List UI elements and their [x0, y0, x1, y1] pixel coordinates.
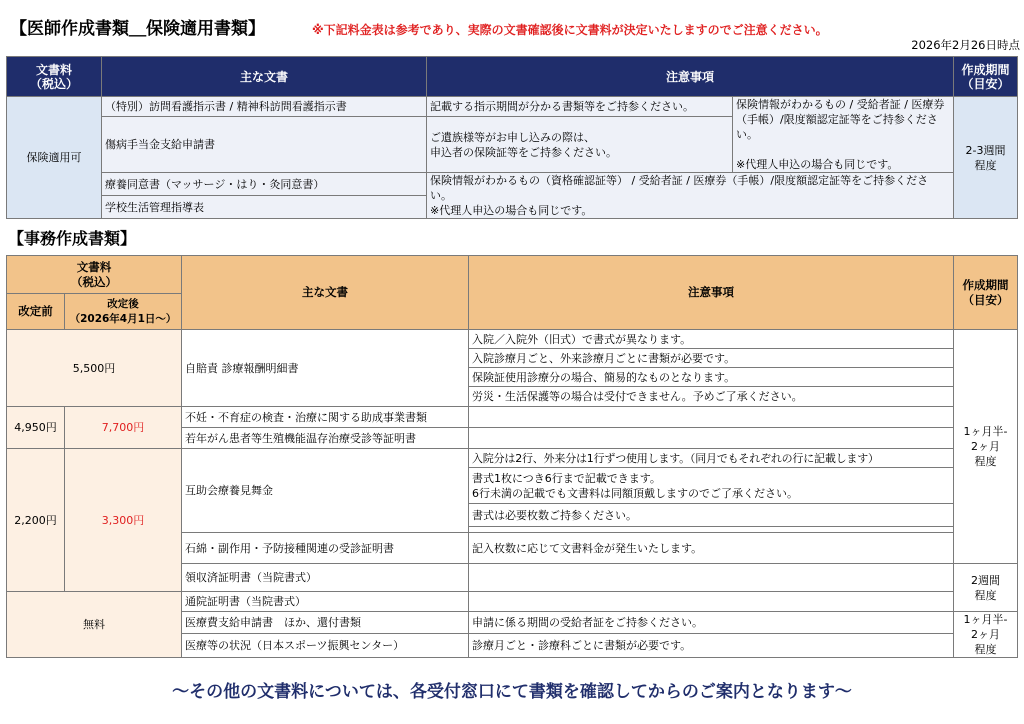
footer-note: ～その他の文書料については、各受付窓口にて書類を確認してからのご案内となります～ — [172, 682, 852, 702]
document-name: 領収済証明書（当院書式） — [182, 564, 469, 592]
document-header: 主な文書 — [102, 57, 427, 97]
document-name: 不妊・不育症の検査・治療に関する助成事業書類 — [182, 407, 469, 428]
document-name: 石綿・副作用・予防接種関連の受診証明書 — [182, 533, 469, 564]
insurance-period: 2-3週間 程度 — [954, 97, 1018, 219]
note-text: 書式1枚につき6行まで記載できます。 6行未満の記載でも文書料は同額頂戴しますのでご了承ください。 — [469, 468, 954, 504]
note-text: 保険証使用診療分の場合、簡易的なものとなります。 — [469, 368, 954, 387]
note-text: 診療月ごと・診療科ごとに書類が必要です。 — [469, 633, 954, 657]
document-name: 療養同意書（マッサージ・はり・灸同意書） — [102, 173, 427, 196]
document-name: 傷病手当金支給申請書 — [102, 117, 427, 173]
period-header: 作成期間 （目安） — [954, 256, 1018, 330]
note-text — [469, 592, 954, 612]
document-name: 学校生活管理指導表 — [102, 196, 427, 219]
document-name: 医療等の状況（日本スポーツ振興センター） — [182, 633, 469, 657]
period-header: 作成期間 （目安） — [954, 57, 1018, 97]
notes-header: 注意事項 — [469, 256, 954, 330]
period-cell: 2週間 程度 — [954, 564, 1018, 612]
fee-cell: 無料 — [7, 592, 182, 658]
fee-after: 3,300円 — [65, 449, 182, 592]
notes-header: 注意事項 — [427, 57, 954, 97]
document-name: 互助会療養見舞金 — [182, 449, 469, 533]
bottom-note: 保険情報がわかるもの（資格確認証等） / 受給者証 / 医療券（手帳）/限度額認定証等をご持参ください。 ※代理人申込の場合も同じです。 — [427, 173, 954, 219]
insurance-docs-table — [6, 56, 1018, 219]
document-name: 通院証明書（当院書式） — [182, 592, 469, 612]
note-text: 入院分は2行、外来分は1行ずつ使用します。（同月でもそれぞれの行に記載します） — [469, 449, 954, 468]
office-docs-table — [6, 255, 1018, 658]
insurance-fee-label: 保険適用可 — [7, 97, 102, 219]
document-name: （特別）訪問看護指示書 / 精神科訪問看護指示書 — [102, 97, 427, 117]
fee-header: 文書料 （税込） — [7, 256, 182, 294]
note-text: ご遺族様等がお申し込みの際は、 申込者の保険証等をご持参ください。 — [427, 117, 733, 173]
fee-before: 2,200円 — [7, 449, 65, 592]
side-note: 保険情報がわかるもの / 受給者証 / 医療券（手帳）/限度額認定証等をご持参ください。 ※代理人申込の場合も同じです。 — [733, 97, 954, 173]
note-text: 書式は必要枚数ご持参ください。 — [469, 504, 954, 527]
note-text — [469, 428, 954, 449]
note-text — [469, 407, 954, 428]
note-text — [469, 564, 954, 592]
fee-after: 7,700円 — [65, 407, 182, 449]
fee-cell: 5,500円 — [7, 330, 182, 407]
note-text: 申請に係る期間の受給者証をご持参ください。 — [469, 612, 954, 634]
document-header: 主な文書 — [182, 256, 469, 330]
note-text: 記載する指示期間が分かる書類等をご持参ください。 — [427, 97, 733, 117]
note-text: 入院／入院外（旧式）で書式が異なります。 — [469, 330, 954, 349]
before-revision-header: 改定前 — [7, 294, 65, 330]
as-of-date: 2026年2月26日時点 — [911, 38, 1020, 52]
section2-title: 【事務作成書類】 — [8, 229, 137, 248]
note-text: 入院診療月ごと、外来診療月ごとに書類が必要です。 — [469, 349, 954, 368]
document-name: 自賠責 診療報酬明細書 — [182, 330, 469, 407]
after-revision-header: 改定後 （2026年4月1日～） — [65, 294, 182, 330]
fee-before: 4,950円 — [7, 407, 65, 449]
period-cell: 1ヶ月半- 2ヶ月 程度 — [954, 612, 1018, 658]
section1-title: 【医師作成書類＿保険適用書類】 — [10, 19, 265, 39]
period-cell: 1ヶ月半- 2ヶ月 程度 — [954, 330, 1018, 564]
document-name: 若年がん患者等生殖機能温存治療受診等証明書 — [182, 428, 469, 449]
fee-header: 文書料 （税込） — [7, 57, 102, 97]
document-name: 医療費支給申請書 ほか、還付書類 — [182, 612, 469, 634]
note-text: 記入枚数に応じて文書料金が発生いたします。 — [469, 533, 954, 564]
note-text: 労災・生活保護等の場合は受付できません。予めご了承ください。 — [469, 387, 954, 407]
fee-notice: ※下記料金表は参考であり、実際の文書確認後に文書料が決定いたしますのでご注意ください。 — [312, 23, 828, 37]
